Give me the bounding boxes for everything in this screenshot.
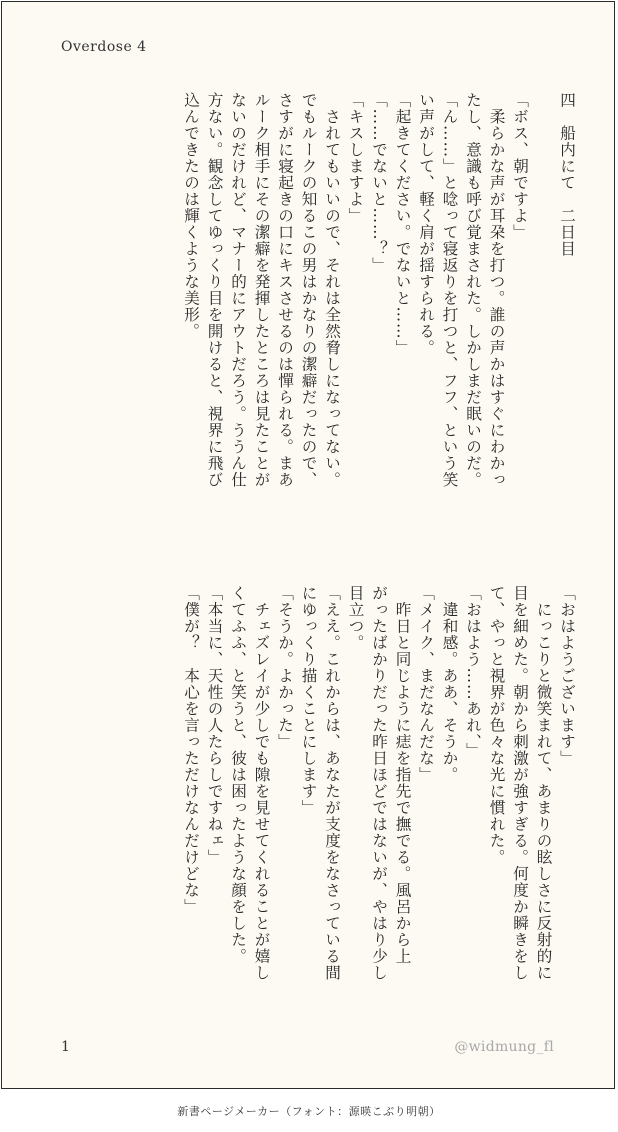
text-line: でもルークの知るこの男はかなりの潔癖だったので、 (299, 92, 318, 488)
upper-text-block (179, 92, 579, 522)
text-line: にゆっくり描くことにします」 (299, 585, 318, 816)
text-line: 「起きてください。でないと……」 (393, 92, 412, 356)
text-line: 「ボス、朝ですよ」 (511, 92, 529, 241)
book-page (1, 1, 615, 1089)
text-line: チェズレイが少しでも隙を見せてくれることが嬉し (252, 585, 271, 981)
text-line: 「メイク、まだなんだな」 (417, 585, 435, 783)
text-line: にっこりと微笑まれて、あまりの眩しさに反射的に (534, 585, 553, 981)
text-line: 「本当に、天性の人たらしですねェ」 (205, 585, 224, 866)
text-line: 「ん……」と唸って寝返りを打つと、フフ、という笑 (440, 92, 459, 488)
text-line: い声がして、軽く肩が揺すられる。 (417, 92, 435, 356)
page-header-title: Overdose 4 (61, 39, 147, 55)
text-line: ルーク相手にその潔癖を発揮したところは見たことが (252, 92, 271, 488)
text-line: されてもいいので、それは全然脅しになってない。 (323, 92, 341, 488)
text-line: 「キスしますよ」 (346, 92, 365, 224)
text-line: 方ない。観念してゆっくり目を開けると、視界に飛び (205, 92, 224, 488)
text-line: 目立つ。 (346, 585, 365, 651)
text-line: さすがに寝起きの口にキスさせるのは憚られる。まあ (276, 92, 294, 488)
text-line: ないのだけれど、マナー的にアウトだろう。ううん仕 (229, 92, 247, 488)
text-line: 「ええ。これからは、あなたが支度をなさっている間 (323, 585, 341, 981)
text-line: て、やっと視界が色々な光に慣れた。 (487, 585, 506, 866)
lower-text-block (179, 585, 579, 1015)
text-line: 「僕が？ 本心を言っただけなんだけどな」 (182, 585, 200, 915)
text-line: 昨日と同じように痣を指先で撫でる。風呂から上 (393, 585, 412, 965)
text-line: 違和感。ああ、そうか。 (440, 585, 459, 783)
text-line: くてふふ、と笑うと、彼は困ったような顔をした。 (229, 585, 247, 965)
text-line: 目を細めた。朝から刺激が強すぎる。何度か瞬きをし (511, 585, 529, 981)
text-line: 「おはよう……あれ、」 (464, 585, 482, 759)
text-line: 柔らかな声が耳朶を打つ。誰の声かはすぐにわかっ (487, 92, 506, 488)
text-line: 込んできたのは輝くような美形。 (182, 92, 200, 340)
text-line (531, 92, 555, 522)
generator-caption: 新書ページメーカー（フォント：源暎こぶり明朝） (177, 1105, 441, 1118)
text-line: 「……でないと……？」 (370, 92, 388, 274)
author-credit: @widmung_fl (454, 1039, 554, 1055)
text-line: 「おはようございます」 (558, 585, 576, 767)
text-line: 「そうか。よかった」 (276, 585, 294, 750)
page-number: 1 (61, 1039, 70, 1055)
text-line: たし、意識も呼び覚まされた。しかしまだ眠いのだ。 (464, 92, 482, 488)
text-line: 四 船内にて 二日目 (558, 92, 576, 257)
text-line: がったばかりだった昨日ほどではないが、やはり少し (370, 585, 388, 981)
